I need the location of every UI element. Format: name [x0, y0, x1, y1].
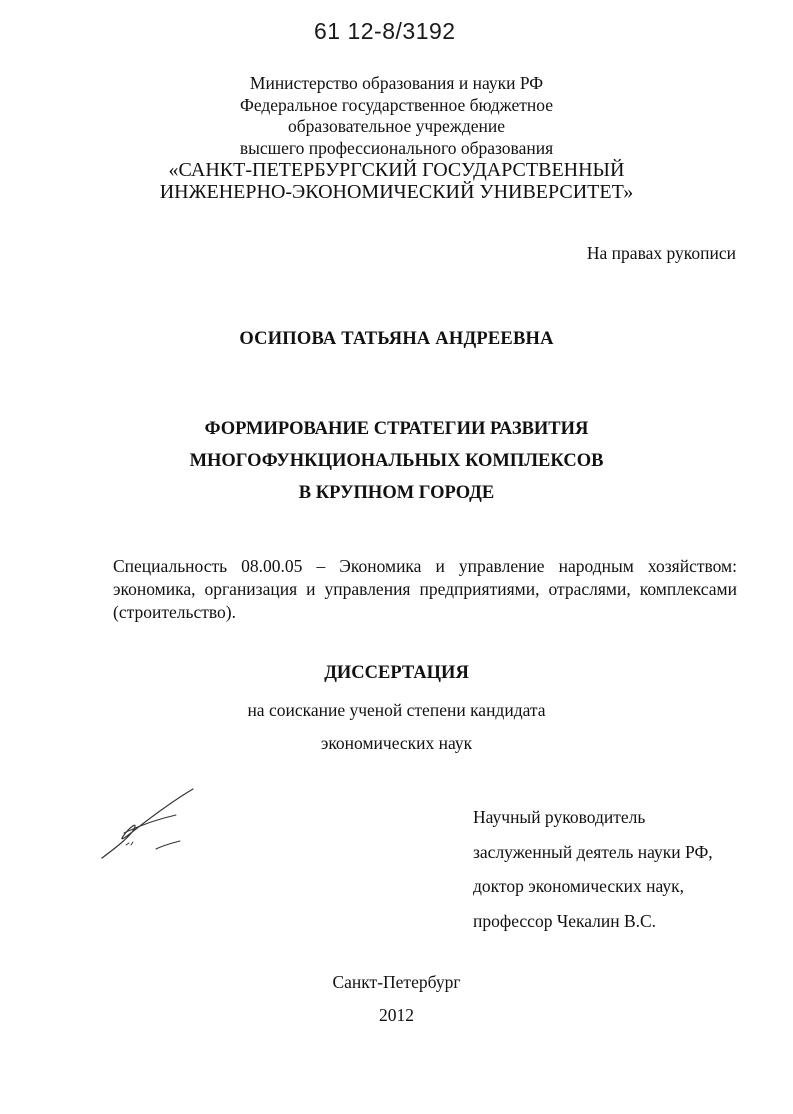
author-name: ОСИПОВА ТАТЬЯНА АНДРЕЕВНА — [239, 329, 554, 349]
degree-block — [0, 694, 793, 760]
title-line-3: В КРУПНОМ ГОРОДЕ — [298, 483, 495, 503]
handwritten-signature — [96, 785, 196, 860]
supervisor-name: профессор Чекалин В.С. — [473, 910, 657, 931]
manuscript-note: На правах рукописи — [586, 243, 736, 263]
university-name-line-1: «САНКТ-ПЕТЕРБУРГСКИЙ ГОСУДАРСТВЕННЫЙ — [168, 159, 625, 181]
supervisor-role: Научный руководитель — [473, 807, 646, 827]
year: 2012 — [379, 1005, 414, 1025]
title-line-2: МНОГОФУНКЦИОНАЛЬНЫХ КОМПЛЕКСОВ — [189, 451, 604, 471]
university-name-line-2: ИНЖЕНЕРНО-ЭКОНОМИЧЕСКИЙ УНИВЕРСИТЕТ» — [159, 181, 634, 203]
supervisor-honor: заслуженный деятель науки РФ, — [473, 841, 713, 862]
degree-line-2: экономических наук — [320, 733, 473, 753]
supervisor-block — [473, 800, 713, 938]
institution-type-line: Федеральное государственное бюджетное — [240, 94, 553, 115]
city: Санкт-Петербург — [332, 972, 461, 992]
title-line-1: ФОРМИРОВАНИЕ СТРАТЕГИИ РАЗВИТИЯ — [204, 419, 589, 439]
archive-stamp-number: 61 12-8/3192 — [314, 18, 456, 44]
specialty-paragraph: Специальность 08.00.05 – Экономика и управление народным хозяйством: экономика, организация и управления предприятиями, отраслями, комплексами (строительство). — [113, 556, 737, 622]
organization-block — [0, 73, 793, 203]
education-level-line: высшего профессионального образования — [239, 137, 554, 158]
dissertation-title — [0, 413, 793, 509]
ministry-line: Министерство образования и науки РФ — [249, 73, 544, 93]
work-type-heading: ДИССЕРТАЦИЯ — [324, 663, 469, 683]
institution-type-line-2: образовательное учреждение — [287, 116, 505, 136]
degree-line-1: на соискание ученой степени кандидата — [247, 700, 546, 720]
supervisor-degree: доктор экономических наук, — [473, 876, 684, 896]
